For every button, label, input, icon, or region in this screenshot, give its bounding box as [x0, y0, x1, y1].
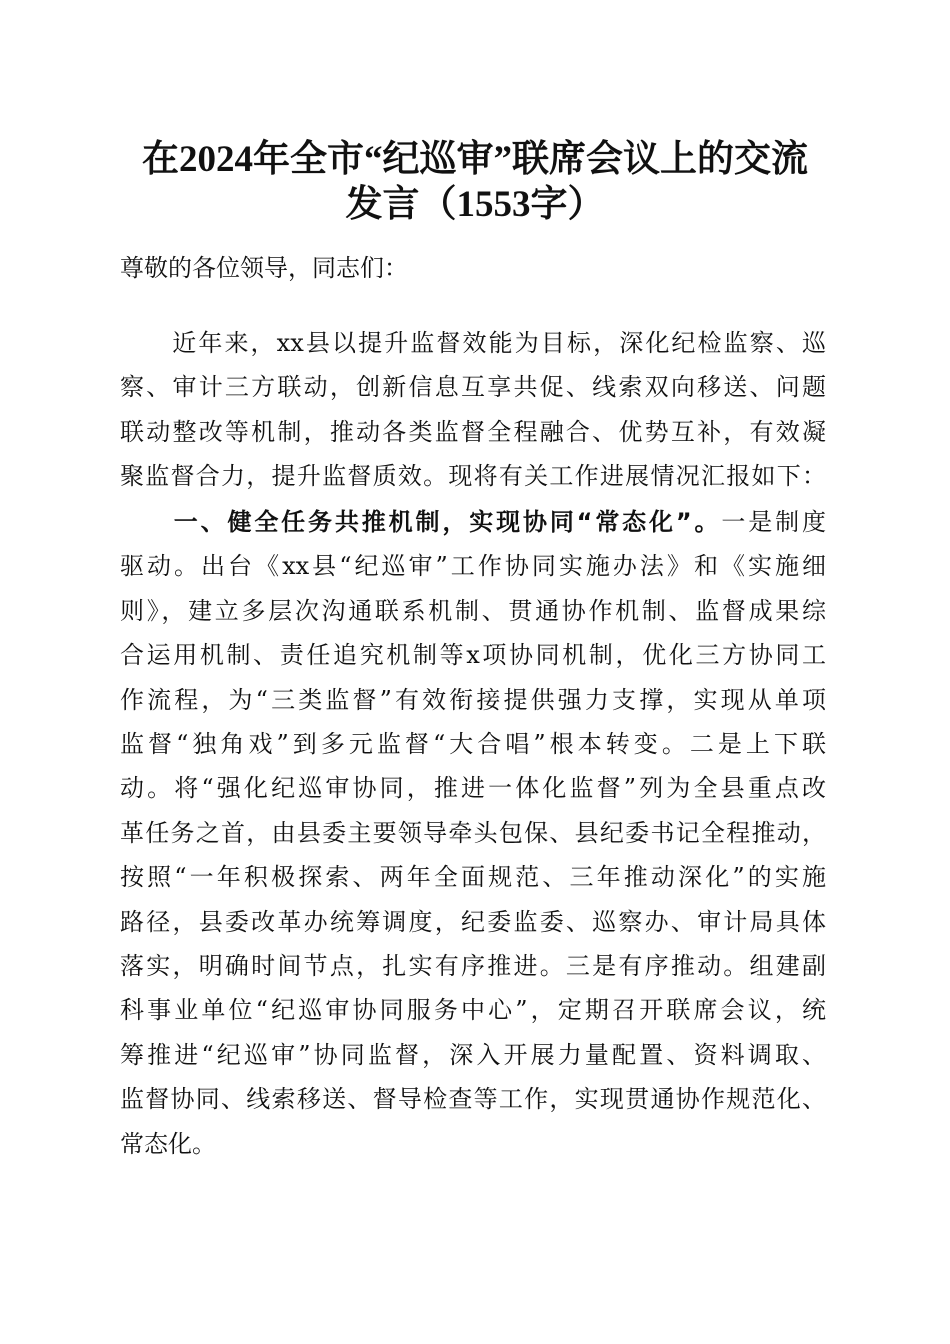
- text-line: 革任务之首，由县委主要领导牵头包保、县纪委书记全程推动，: [120, 818, 826, 847]
- text-line: 驱动。出台《xx县“纪巡审”工作协同实施办法》和《实施细: [120, 552, 826, 581]
- text-line: 科事业单位“纪巡审协同服务中心”，定期召开联席会议，统: [120, 996, 826, 1025]
- text-line: 按照“一年积极探索、两年全面规范、三年推动深化”的实施: [120, 863, 826, 892]
- section1-heading: 一、健全任务共推机制，实现协同“常态化”。: [120, 508, 722, 536]
- text-line: 作流程，为“三类监督”有效衔接提供强力支撑，实现从单项: [120, 685, 826, 714]
- document-title-line2: 发言（1553字）: [345, 184, 605, 225]
- text-line: 动。将“强化纪巡审协同，推进一体化监督”列为全县重点改: [120, 774, 826, 803]
- text-line: 则》，建立多层次沟通联系机制、贯通协作机制、监督成果综: [120, 596, 826, 625]
- text-line: 合运用机制、责任追究机制等x项协同机制，优化三方协同工: [120, 641, 826, 670]
- text-line: 近年来，xx县以提升监督效能为目标，深化纪检监察、巡: [120, 329, 826, 357]
- salutation: 尊敬的各位领导，同志们：: [120, 254, 408, 282]
- text-line: 路径，县委改革办统筹调度，纪委监委、巡察办、审计局具体: [120, 907, 826, 936]
- text-line: 筹推进“纪巡审”协同监督，深入开展力量配置、资料调取、: [120, 1040, 826, 1069]
- text-line: 聚监督合力，提升监督质效。现将有关工作进展情况汇报如下：: [120, 462, 826, 491]
- text-line: 察、审计三方联动，创新信息互享共促、线索双向移送、问题: [120, 373, 826, 402]
- section1-heading-tail: 一是制度: [721, 508, 827, 536]
- text-line: 落实，明确时间节点，扎实有序推进。三是有序推动。组建副: [120, 952, 826, 980]
- text-line: 监督“独角戏”到多元监督“大合唱”根本转变。二是上下联: [120, 730, 826, 758]
- section1-heading-line: [120, 507, 826, 537]
- text-line: 监督协同、线索移送、督导检查等工作，实现贯通协作规范化、: [120, 1085, 826, 1114]
- text-line: 常态化。: [120, 1129, 216, 1158]
- text-line: 联动整改等机制，推动各类监督全程融合、优势互补，有效凝: [120, 417, 826, 446]
- document-title-line1: 在2024年全市“纪巡审”联席会议上的交流: [142, 139, 808, 180]
